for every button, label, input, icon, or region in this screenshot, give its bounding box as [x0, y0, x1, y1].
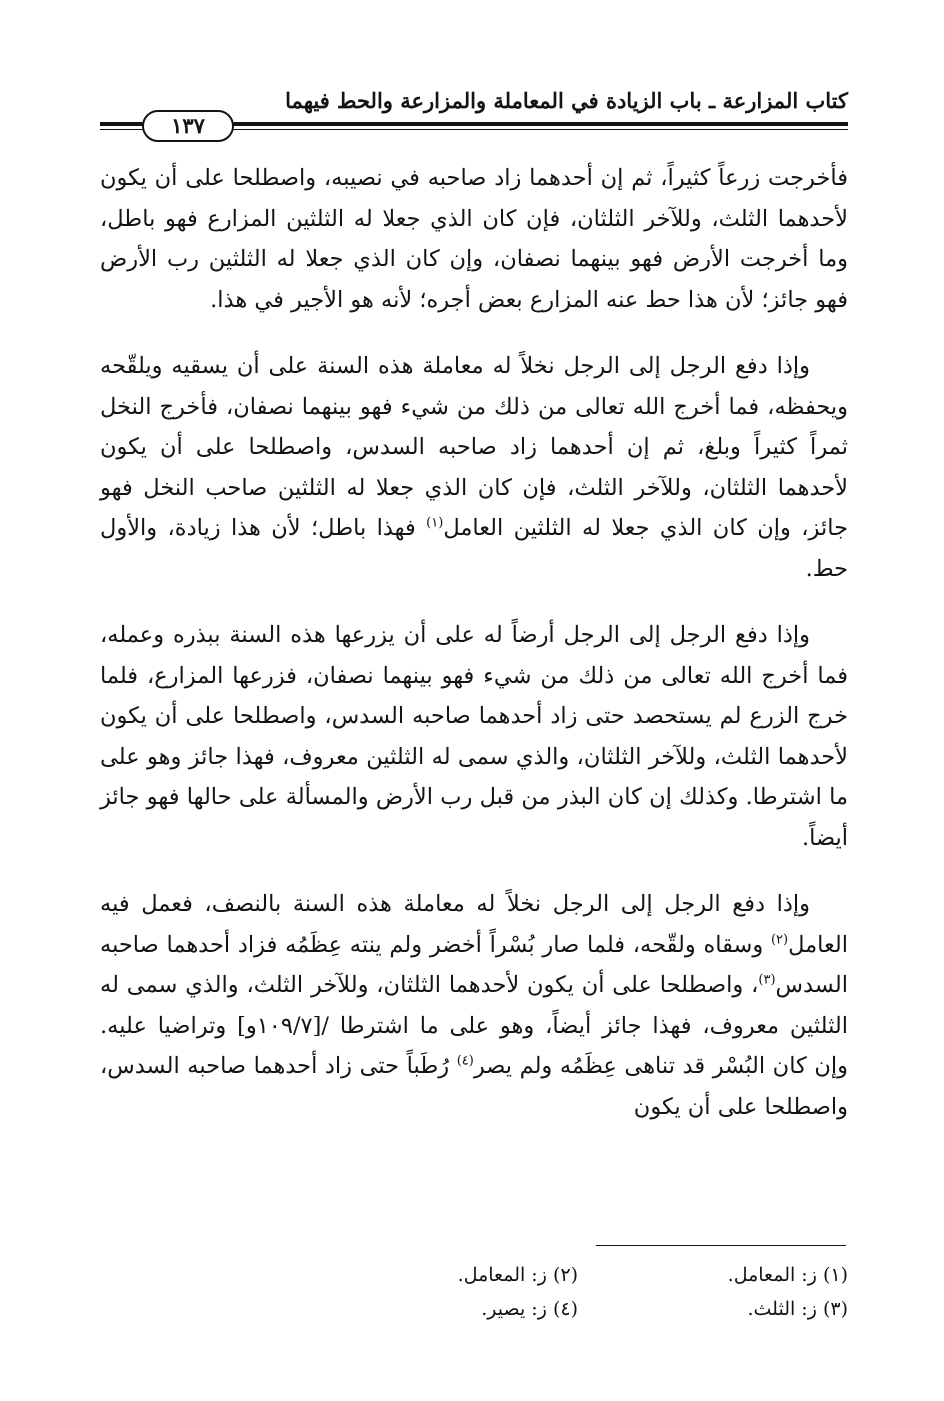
footnote-row: [100, 1258, 848, 1292]
footnote-item: [308, 1292, 578, 1326]
paragraph-text: وسقاه ولقّحه، فلما صار بُسْراً أخضر ولم ينته عِظَمُه فزاد أحدهما صاحبه السدس: [100, 931, 848, 998]
footnote-number: (١): [822, 1264, 848, 1286]
paragraph-text: فهذا باطل؛ لأن هذا زيادة، والأول حط.: [100, 515, 848, 582]
footnote-number: (٢): [552, 1264, 578, 1286]
footnote-marker: (١): [426, 515, 444, 531]
footnote-item: [578, 1292, 848, 1326]
paragraph-text: رُطَباً حتى زاد أحدهما صاحبه السدس، واصطلحا على أن يكون: [100, 1053, 848, 1120]
footnote-marker: (٢): [770, 932, 789, 947]
paragraph-text: ، واصطلحا على أن يكون لأحدهما الثلثان، وللآخر الثلث، والذي سمى له الثلثين معروف، فهذا جائز أيضاً، وهو على ما اشترطا /[١٠٩/٧و] وتراضيا عليه. وإن كان البُسْر قد تناهى عِظَمُه ولم يصر: [100, 972, 848, 1079]
footnote-marker: (٤): [456, 1053, 474, 1069]
paragraph-text: فأخرجت زرعاً كثيراً، ثم إن أحدهما زاد صاحبه في نصيبه، واصطلحا على أن يكون لأحدهما الثلث، وللآخر الثلثان، فإن كان الذي جعلا له الثلثين المزارع فهو باطل، وما أخرجت الأرض فهو بينهما نصفان، وإن كان الذي جعلا له الثلثين رب الأرض فهو جائز؛ لأن هذا حط عنه المزارع بعض أجره؛ لأنه هو الأجير في هذا.: [100, 165, 848, 313]
paragraph: [100, 615, 848, 858]
footnote-separator: [596, 1245, 846, 1246]
footnote-item: [578, 1258, 848, 1292]
footnotes: [100, 1258, 848, 1326]
footnote-text: ز: المعامل.: [727, 1264, 817, 1286]
paragraph: [100, 158, 848, 320]
paragraph-text: وإذا دفع الرجل إلى الرجل أرضاً له على أن يزرعها هذه السنة ببذره وعمله، فما أخرج الله تعالى من ذلك من شيء فهو بينهما نصفان، فزرعها المزارع، فلما خرج الزرع لم يستحصد حتى زاد أحدهما صاحبه السدس، واصطلحا على أن يكون لأحدهما الثلث، وللآخر الثلثان، والذي سمى له الثلثين معروف، فهذا جائز وهو على ما اشترطا. وكذلك إن كان البذر من قبل رب الأرض والمسألة على حالها فهو جائز أيضاً.: [100, 622, 848, 851]
paragraph-text: وإذا دفع الرجل إلى الرجل نخلاً له معاملة هذه السنة على أن يسقيه ويلقّحه ويحفظه، فما أخرج الله تعالى من ذلك من شيء فهو بينهما نصفان، فأخرج النخل ثمراً كثيراً وبلغ، ثم إن أحدهما زاد صاحبه السدس، واصطلحا على أن يكون لأحدهما الثلثان، وللآخر الثلث، فإن كان الذي جعلا له الثلثين صاحب النخل فهو جائز، وإن كان الذي جعلا له الثلثين العامل: [100, 353, 848, 541]
footnote-number: (٤): [552, 1298, 578, 1320]
page-header: [100, 80, 848, 140]
footnote-item: [308, 1258, 578, 1292]
main-text: [100, 158, 848, 1153]
paragraph: [100, 884, 848, 1127]
paragraph-text: وإذا دفع الرجل إلى الرجل نخلاً له معاملة هذه السنة بالنصف، فعمل فيه العامل: [100, 891, 848, 958]
footnote-number: (٣): [822, 1298, 848, 1320]
paragraph: [100, 346, 848, 589]
running-title: كتاب المزارعة ـ باب الزيادة في المعاملة والمزارعة والحط فيهما: [285, 88, 848, 113]
footnote-text: ز: المعامل.: [457, 1264, 547, 1286]
footnote-text: ز: الثلث.: [747, 1298, 817, 1320]
footnote-text: ز: يصير.: [481, 1298, 547, 1320]
page-number: ١٣٧: [142, 110, 234, 142]
footnote-marker: (٣): [758, 972, 776, 988]
footnote-row: [100, 1292, 848, 1326]
